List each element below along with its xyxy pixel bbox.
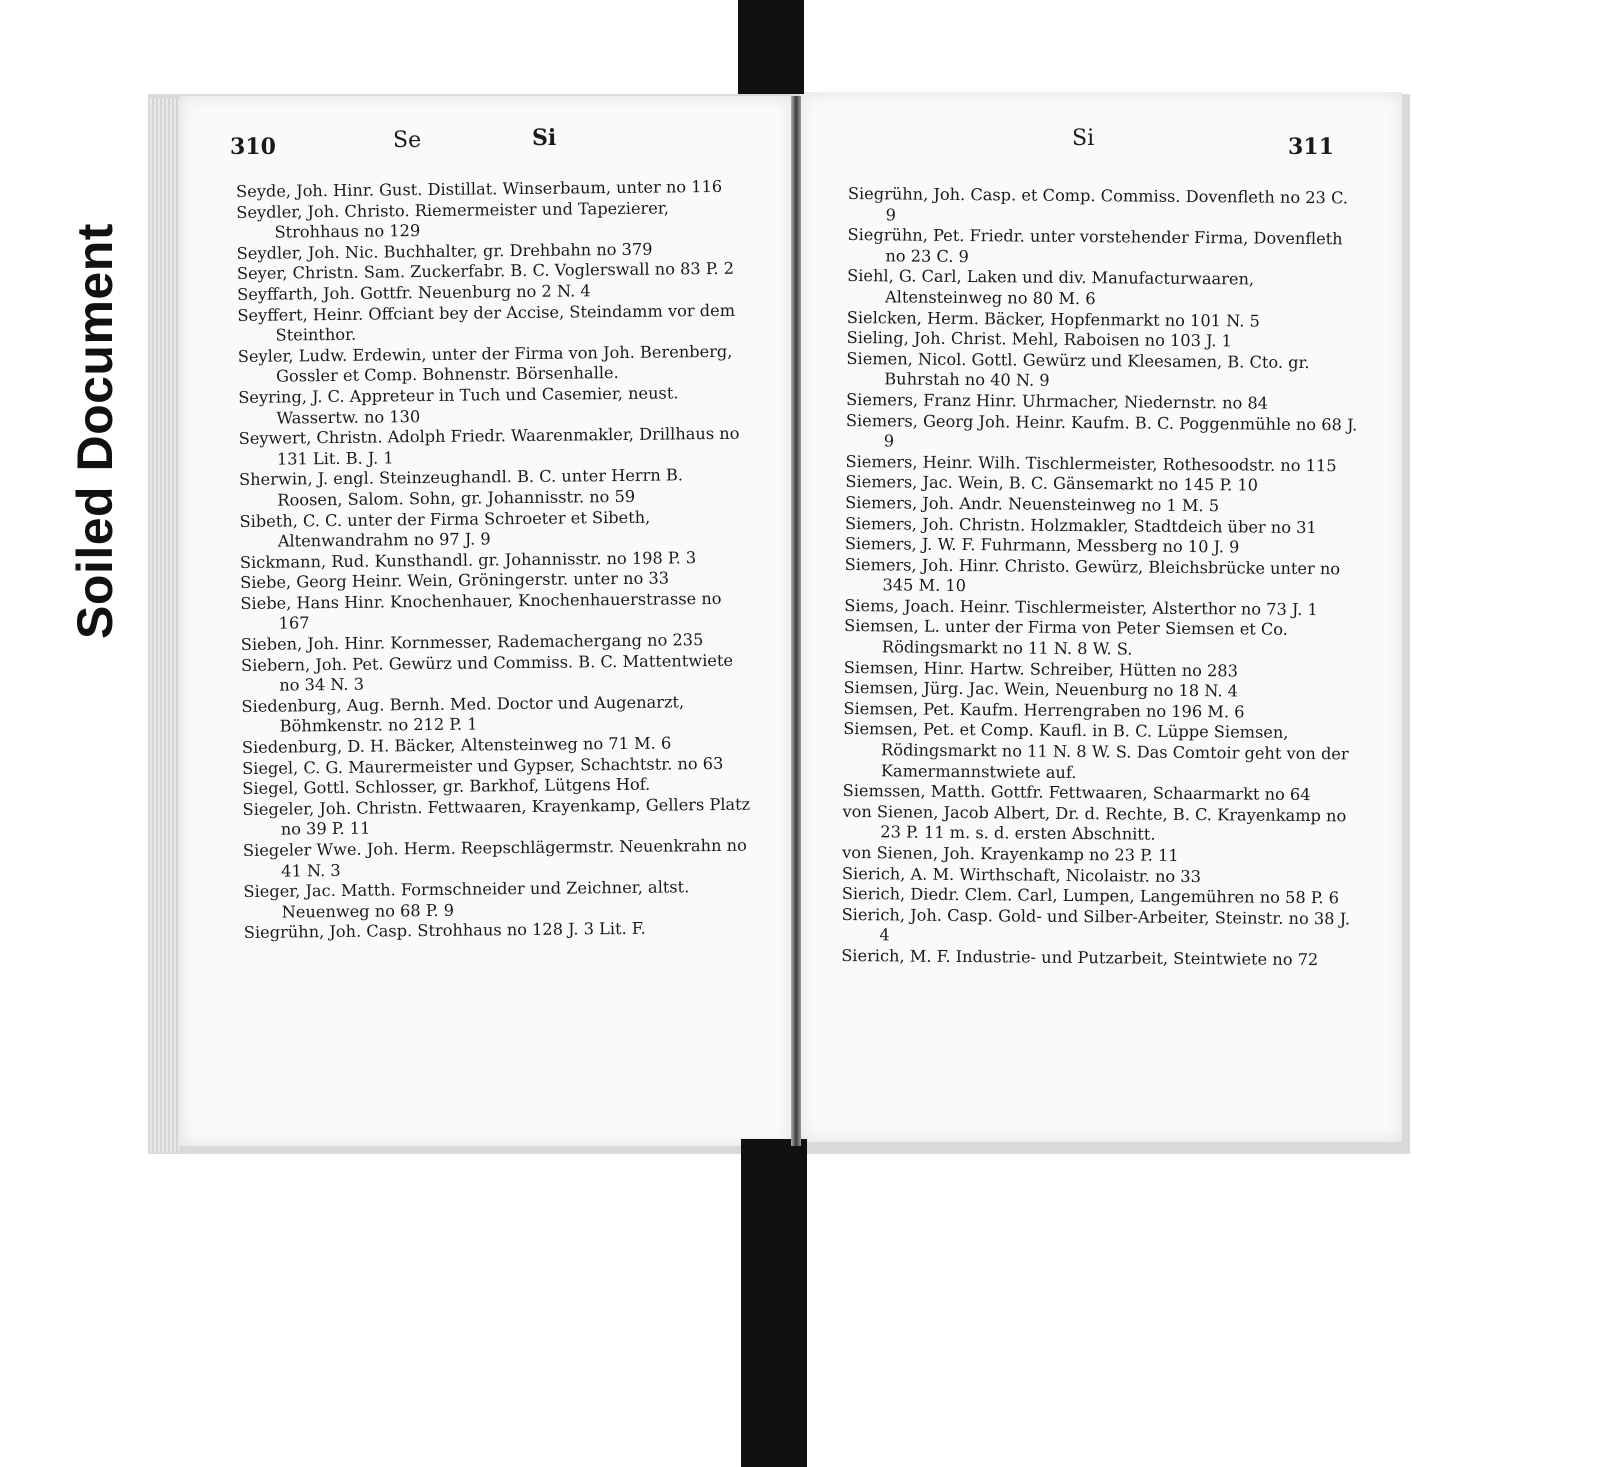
right-running-head-si: Si [1072, 126, 1095, 151]
list-item: Seyer, Christn. Sam. Zuckerfabr. B. C. Voglerswall no 83 P. 2 [236, 259, 735, 284]
list-item: Siemers, Joh. Hinr. Christo. Gewürz, Bleichsbrücke unter no 345 M. 10 [844, 554, 1341, 596]
list-item: von Sienen, Jacob Albert, Dr. d. Rechte, B. C. Krayenkamp no 23 P. 11 m. s. d. ersten Abschnitt. [842, 801, 1347, 845]
list-item: Sierich, Diedr. Clem. Carl, Lumpen, Langemühren no 58 P. 6 [841, 884, 1340, 908]
list-item: Sickmann, Rud. Kunsthandl. gr. Johannisstr. no 198 P. 3 [239, 547, 697, 572]
list-item: Siebern, Joh. Pet. Gewürz und Commiss. B. C. Mattentwiete no 34 N. 3 [240, 650, 734, 695]
list-item: Seywert, Christn. Adolph Friedr. Waarenmakler, Drillhaus no 131 Lit. B. J. 1 [238, 423, 740, 469]
list-item: Siems, Joach. Heinr. Tischlermeister, Alsterthor no 73 J. 1 [844, 595, 1318, 619]
list-item: Siegrühn, Joh. Casp. et Comp. Commiss. Dovenfleth no 23 C. 9 [847, 184, 1349, 225]
gutter-bottom-bar [741, 1139, 807, 1467]
list-item: Siegrühn, Joh. Casp. Strohhaus no 128 J. 3 Lit. F. [243, 919, 646, 943]
gutter-top-bar [738, 0, 804, 94]
list-item: Seyffarth, Joh. Gottfr. Neuenburg no 2 N. 4 [237, 281, 591, 304]
list-item: Sierich, A. M. Wirthschaft, Nicolaistr. no 33 [841, 863, 1202, 886]
left-running-head-se: Se [393, 128, 422, 153]
list-item: Siegeler, Joh. Christn. Fettwaaren, Krayenkamp, Gellers Platz no 39 P. 11 [242, 794, 751, 839]
list-item: Siemers, Franz Hinr. Uhrmacher, Niedernstr. no 84 [846, 389, 1269, 413]
list-item: Seydler, Joh. Christo. Riemermeister und Tapezierer, Strohhaus no 129 [236, 198, 670, 242]
list-item: Seyffert, Heinr. Offciant bey der Accise, Steindamm vor dem Steinthor. [237, 300, 736, 345]
list-item: Siemers, Heinr. Wilh. Tischlermeister, Rothesoodstr. no 115 [845, 451, 1337, 475]
list-item: Siegel, Gottl. Schlosser, gr. Barkhof, Lütgens Hof. [242, 774, 651, 799]
list-item: Siemers, Joh. Christn. Holzmakler, Stadtdeich über no 31 [844, 513, 1317, 537]
left-running-head-si: Si [532, 125, 557, 151]
list-item: Siedenburg, Aug. Bernh. Med. Doctor und Augenarzt, Böhmkenstr. no 212 P. 1 [241, 692, 685, 737]
list-item: Seyring, J. C. Appreteur in Tuch und Casemier, neust. Wassertw. no 130 [238, 383, 679, 428]
list-item: Seydler, Joh. Nic. Buchhalter, gr. Drehbahn no 379 [236, 239, 653, 263]
list-item: Siebe, Hans Hinr. Knochenhauer, Knochenhauerstrasse no 167 [240, 588, 722, 634]
list-item: von Sienen, Joh. Krayenkamp no 23 P. 11 [842, 842, 1179, 865]
list-item: Sieger, Jac. Matth. Formschneider und Zeichner, altst. Neuenweg no 68 P. 9 [243, 877, 690, 922]
list-item: Sieling, Joh. Christ. Mehl, Raboisen no 103 J. 1 [846, 328, 1232, 351]
list-item: Siegel, C. G. Maurermeister und Gypser, Schachtstr. no 63 [242, 753, 724, 778]
list-item: Sieben, Joh. Hinr. Kornmesser, Rademachergang no 235 [240, 630, 704, 655]
list-item: Seyde, Joh. Hinr. Gust. Distillat. Winserbaum, unter no 116 [236, 176, 723, 201]
page-edges [150, 98, 182, 1153]
list-item: Siemsen, L. unter der Firma von Peter Siemsen et Co. Rödingsmarkt no 11 N. 8 W. S. [844, 616, 1289, 659]
left-entry-list [236, 177, 756, 944]
list-item: Siemssen, Matth. Gottfr. Fettwaaren, Schaarmarkt no 64 [842, 781, 1311, 805]
list-item: Sielcken, Herm. Bäcker, Hopfenmarkt no 101 N. 5 [846, 307, 1260, 331]
stamp-text: Soiled Document [67, 223, 123, 639]
list-item: Siemers, Jac. Wein, B. C. Gänsemarkt no 145 P. 10 [845, 472, 1259, 495]
list-item: Sibeth, C. C. unter der Firma Schroeter et Sibeth, Altenwandrahm no 97 J. 9 [239, 507, 651, 551]
list-item: Siemers, Joh. Andr. Neuensteinweg no 1 M. 5 [845, 492, 1220, 516]
list-item: Siemsen, Pet. Kaufm. Herrengraben no 196 M. 6 [843, 698, 1245, 722]
list-item: Siemers, J. W. F. Fuhrmann, Messberg no 10 J. 9 [844, 534, 1240, 557]
list-item: Siedenburg, D. H. Bäcker, Altensteinweg no 71 M. 6 [241, 733, 672, 757]
list-item: Siegrühn, Pet. Friedr. unter vorstehender Firma, Dovenfleth no 23 C. 9 [847, 225, 1343, 266]
left-page-number: 310 [230, 134, 276, 160]
list-item: Siemen, Nicol. Gottl. Gewürz und Kleesamen, B. Cto. gr. Buhrstah no 40 N. 9 [846, 348, 1310, 391]
list-item: Siegeler Wwe. Joh. Herm. Reepschlägermstr. Neuenkrahn no 41 N. 3 [242, 835, 747, 881]
list-item: Sherwin, J. engl. Steinzeughandl. B. C. unter Herrn B. Roosen, Salom. Sohn, gr. Johannisstr. no 59 [239, 465, 684, 510]
soiled-document-stamp [68, 182, 122, 680]
list-item: Siehl, G. Carl, Laken und div. Manufacturwaaren, Altensteinweg no 80 M. 6 [847, 266, 1255, 309]
list-item: Sierich, M. F. Industrie- und Putzarbeit, Steintwiete no 72 [841, 945, 1319, 970]
right-page-number: 311 [1288, 134, 1334, 160]
list-item: Seyler, Ludw. Erdewin, unter der Firma von Joh. Berenberg, Gossler et Comp. Bohnenstr. Börsenhalle. [237, 341, 733, 386]
list-item: Siemsen, Jürg. Jac. Wein, Neuenburg no 18 N. 4 [843, 678, 1239, 701]
list-item: Siemsen, Hinr. Hartw. Schreiber, Hütten no 283 [843, 657, 1239, 681]
right-entry-list [841, 184, 1360, 971]
list-item: Siemsen, Pet. et Comp. Kaufl. in B. C. Lüppe Siemsen, Rödingsmarkt no 11 N. 8 W. S. Das Comtoir geht von der Kamermannstwiete auf. [843, 719, 1349, 782]
list-item: Siebe, Georg Heinr. Wein, Gröningerstr. unter no 33 [240, 568, 670, 593]
list-item: Sierich, Joh. Casp. Gold- und Silber-Arbeiter, Steinstr. no 38 J. 4 [841, 904, 1351, 945]
list-item: Siemers, Georg Joh. Heinr. Kaufm. B. C. Poggenmühle no 68 J. 9 [845, 410, 1358, 451]
book-spine [791, 96, 801, 1146]
